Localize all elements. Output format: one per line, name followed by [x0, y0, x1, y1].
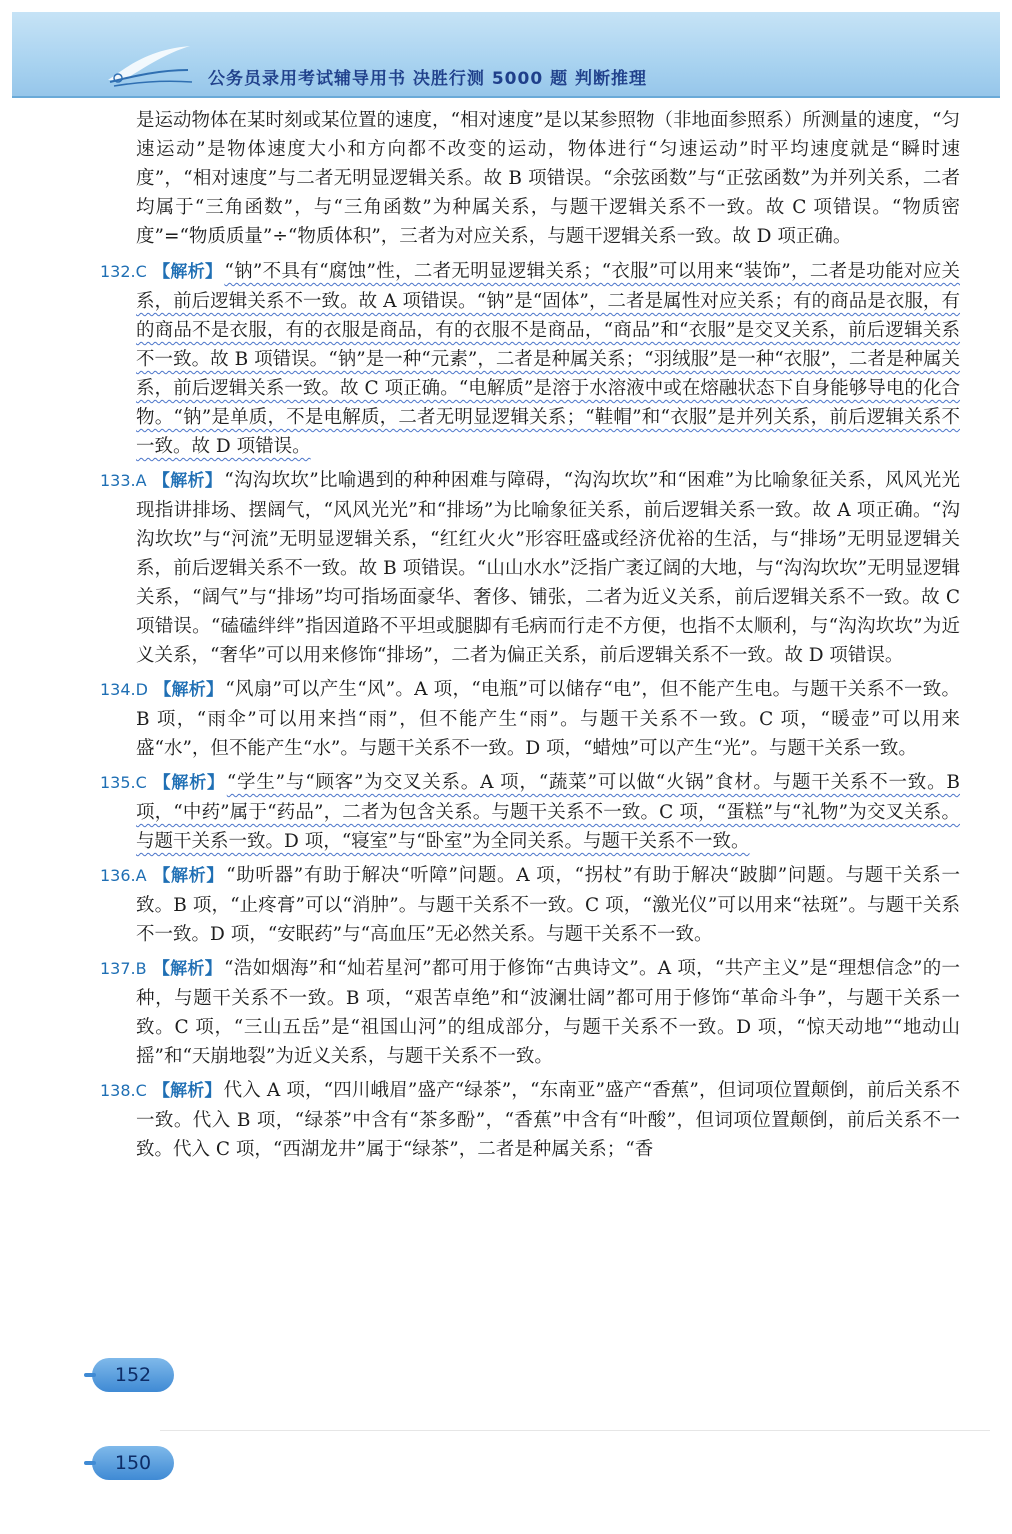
question-number: 135.C	[100, 773, 147, 792]
question-number: 136.A	[100, 866, 147, 885]
page-number-badge: 152	[92, 1358, 174, 1392]
answer-entry-135	[100, 768, 960, 856]
question-number: 137.B	[100, 959, 147, 978]
question-number: 133.A	[100, 471, 147, 490]
answer-entry-132	[100, 257, 960, 461]
analysis-text: “钠”不具有“腐蚀”性，二者无明显逻辑关系；“衣服”可以用来“装饰”，二者是功能对应关系，前后逻辑关系不一致。故 A 项错误。“钠”是“固体”，二者是属性对应关系；有的商品是衣服，有的商品不是衣服，有的衣服是商品，有的衣服不是商品，“商品”和“衣服”是交叉关系，前后逻辑关系不一致。故 B 项错误。“钠”是一种“元素”，二者是种属关系；“羽绒服”是一种“衣服”，二者是种属关系，前后逻辑关系一致。故 C 项正确。“电解质”是溶于水溶液中或在熔融状态下自身能够导电的化合物。“钠”是单质，不是电解质，二者无明显逻辑关系；“鞋帽”和“衣服”是并列关系，前后逻辑关系不一致。故 D 项错误。	[136, 261, 960, 457]
question-number: 134.D	[100, 680, 148, 699]
question-number: 138.C	[100, 1081, 147, 1100]
analysis-tag: 【解析】	[152, 262, 223, 282]
analysis-tag: 【解析】	[152, 866, 225, 886]
analysis-tag: 【解析】	[152, 1081, 222, 1101]
divider	[160, 1430, 990, 1431]
analysis-text: 代入 A 项，“四川峨眉”盛产“绿茶”，“东南亚”盛产“香蕉”，但词项位置颠倒，前后关系不一致。代入 B 项，“绿茶”中含有“茶多酚”，“香蕉”中含有“叶酸”，但词项位置颠倒，前后关系不一致。代入 C 项，“西湖龙井”属于“绿茶”，二者是种属关系；“香	[136, 1080, 960, 1160]
analysis-tag: 【解析】	[152, 773, 225, 793]
analysis-tag: 【解析】	[152, 959, 222, 979]
page-content	[100, 106, 960, 1169]
analysis-text: “学生”与“顾客”为交叉关系。A 项，“蔬菜”可以做“火锅”食材。与题干关系不一致。B 项，“中药”属于“药品”，二者为包含关系。与题干关系不一致。C 项，“蛋糕”与“礼物”为交叉关系。与题干关系一致。D 项，“寝室”与“卧室”为全同关系。与题干关系不一致。	[136, 772, 960, 852]
answer-entry-137	[100, 954, 960, 1071]
answer-entry-134	[100, 675, 960, 763]
analysis-text: “浩如烟海”和“灿若星河”都可用于修饰“古典诗文”。A 项，“共产主义”是“理想信念”的一种，与题干关系不一致。B 项，“艰苦卓绝”和“波澜壮阔”都可用于修饰“革命斗争”，与题干关系一致。C 项，“三山五岳”是“祖国山河”的组成部分，与题干关系不一致。D 项，“惊天动地”“地动山摇”和“天崩地裂”为近义关系，与题干关系不一致。	[136, 958, 961, 1067]
answer-entry-133	[100, 466, 960, 670]
analysis-text: “助听器”有助于解决“听障”问题。A 项，“拐杖”有助于解决“跛脚”问题。与题干关系一致。B 项，“止疼膏”可以“消肿”。与题干关系不一致。C 项，“激光仪”可以用来“祛斑”。与题干关系不一致。D 项，“安眠药”与“高血压”无必然关系。与题干关系不一致。	[136, 865, 961, 945]
analysis-text: “风扇”可以产生“风”。A 项，“电瓶”可以储存“电”，但不能产生电。与题干关系不一致。B 项，“雨伞”可以用来挡“雨”，但不能产生“雨”。与题干关系不一致。C 项，“暖壶”可以用来盛“水”，但不能产生“水”。与题干关系不一致。D 项，“蜡烛”可以产生“光”。与题干关系一致。	[136, 679, 961, 759]
quill-logo-icon	[104, 40, 194, 90]
header-title: 公务员录用考试辅导用书 决胜行测 5000 题 判断推理	[208, 69, 647, 89]
analysis-tag: 【解析】	[153, 680, 224, 700]
intro-paragraph: 是运动物体在某时刻或某位置的速度，“相对速度”是以某参照物（非地面参照系）所测量的速度，“匀速运动”是物体速度大小和方向都不改变的运动，物体进行“匀速运动”时平均速度就是“瞬时速度”，“相对速度”与二者无明显逻辑关系。故 B 项错误。“余弦函数”与“正弦函数”为并列关系，二者均属于“三角函数”，与“三角函数”为种属关系，与题干逻辑关系不一致。故 C 项错误。“物质密度”=“物质质量”÷“物质体积”，三者为对应关系，与题干逻辑关系一致。故 D 项正确。	[136, 110, 960, 247]
page-number-badge-lower: 150	[92, 1446, 174, 1480]
question-number: 132.C	[100, 262, 147, 281]
analysis-text: “沟沟坎坎”比喻遇到的种种困难与障碍，“沟沟坎坎”和“困难”为比喻象征关系，风风光光现指讲排场、摆阔气，“风风光光”和“排场”为比喻象征关系，前后逻辑关系一致。故 A 项正确。“沟沟坎坎”与“河流”无明显逻辑关系，“红红火火”形容旺盛或经济优裕的生活，与“排场”无明显逻辑关系，前后逻辑关系不一致。故 B 项错误。“山山水水”泛指广袤辽阔的大地，与“沟沟坎坎”无明显逻辑关系，“阔气”与“排场”均可指场面豪华、奢侈、铺张，二者为近义关系，前后逻辑关系不一致。故 C 项错误。“磕磕绊绊”指因道路不平坦或腿脚有毛病而行走不方便，也指不太顺利，与“沟沟坎坎”为近义关系，“奢华”可以用来修饰“排场”，二者为偏正关系，前后逻辑关系不一致。故 D 项错误。	[136, 470, 961, 666]
analysis-tag: 【解析】	[152, 471, 223, 491]
answer-entry-138	[100, 1076, 960, 1164]
page-header	[12, 12, 1000, 98]
answer-entry-136	[100, 861, 960, 949]
